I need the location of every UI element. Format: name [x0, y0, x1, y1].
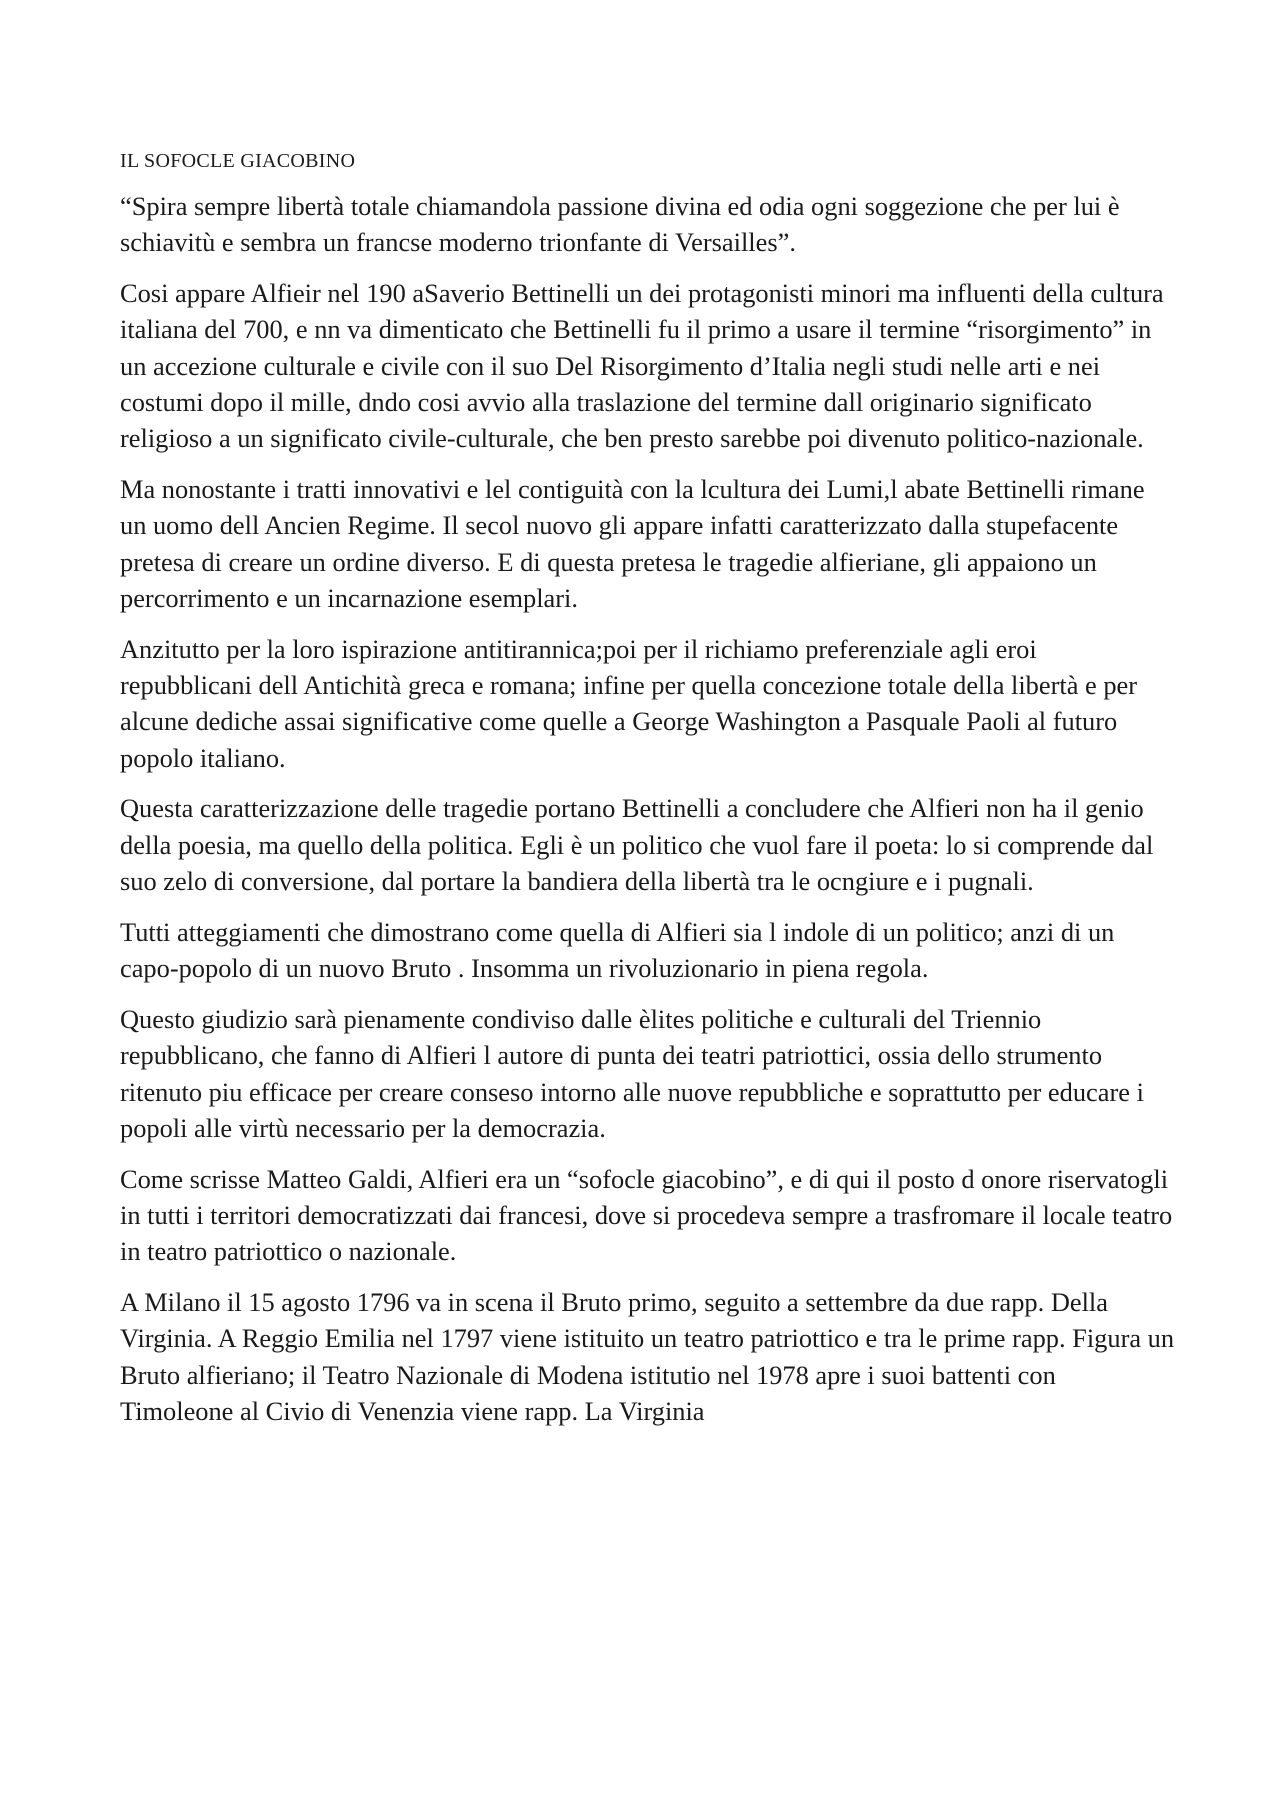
paragraph-4: Anzitutto per la loro ispirazione antitirannica;poi per il richiamo preferenziale agli eroi repubblicani dell Antichità greca e romana; infine per quella concezione totale della libertà e per alcune dediche assai significative come quelle a George Washington a Pasquale Paoli al futuro popolo italiano. — [120, 633, 1138, 773]
paragraph-2: Cosi appare Alfieir nel 190 aSaverio Bettinelli un dei protagonisti minori ma influenti della cultura italiana del 700, e nn va dimenticato che Bettinelli fu il primo a usare il termine “risorgimento” in un accezione culturale e civile con il suo Del Risorgimento d’Italia negli studi nelle arti e nei costumi dopo il mille, dndo cosi avvio alla traslazione del termine dall originario significato religioso a un significato civile-culturale, che ben presto sarebbe poi divenuto politico-nazionale. — [120, 278, 1164, 454]
paragraph-9: A Milano il 15 agosto 1796 va in scena il Bruto primo, seguito a settembre da due rapp. Della Virginia. A Reggio Emilia nel 1797 viene istituito un teatro patriottico e tra le prime rapp. Figura un Bruto alfieriano; il Teatro Nazionale di Modena istitutio nel 1978 apre i suoi battenti con Timoleone al Civio di Venenzia viene rapp. La Virginia — [120, 1287, 1175, 1426]
paragraph-3: Ma nonostante i tratti innovativi e lel contiguità con la lcultura dei Lumi,l abate Bettinelli rimane un uomo dell Ancien Regime. Il secol nuovo gli appare infatti caratterizzato dalla stupefacente pretesa di creare un ordine diverso. E di questa pretesa le tragedie alfieriane, gli appaiono un percorrimento e un incarnazione esemplari. — [120, 474, 1145, 613]
paragraph-7: Questo giudizio sarà pienamente condiviso dalle èlites politiche e culturali del Triennio repubblicano, che fanno di Alfieri l autore di punta dei teatri patriottici, ossia dello strumento ritenuto piu efficace per creare conseso intorno alle nuove repubbliche e soprattutto per educare i popoli alle virtù necessario per la democrazia. — [120, 1003, 1144, 1143]
paragraph-8: Come scrisse Matteo Galdi, Alfieri era un “sofocle giacobino”, e di qui il posto d onore riservatogli in tutti i territori democratizzati dai francesi, dove si procedeva sempre a trasfromare il locale teatro in teatro patriottico o nazionale. — [120, 1163, 1173, 1267]
paragraph-5: Questa caratterizzazione delle tragedie portano Bettinelli a concludere che Alfieri non ha il genio della poesia, ma quello della politica. Egli è un politico che vuol fare il poeta: lo si comprende dal suo zelo di conversione, dal portare la bandiera della libertà tra le ocngiure e i pugnali. — [120, 793, 1154, 897]
paragraph-6: Tutti atteggiamenti che dimostrano come quella di Alfieri sia l indole di un politico; anzi di un capo-popolo di un nuovo Bruto . Insomma un rivoluzionario in piena regola. — [120, 916, 1115, 984]
document-title: IL SOFOCLE GIACOBINO — [120, 150, 356, 172]
document-page — [120, 148, 1175, 1444]
paragraph-1: “Spira sempre libertà totale chiamandola passione divina ed odia ogni soggezione che per lui è schiavitù e sembra un francse moderno trionfante di Versailles”. — [120, 191, 1120, 258]
